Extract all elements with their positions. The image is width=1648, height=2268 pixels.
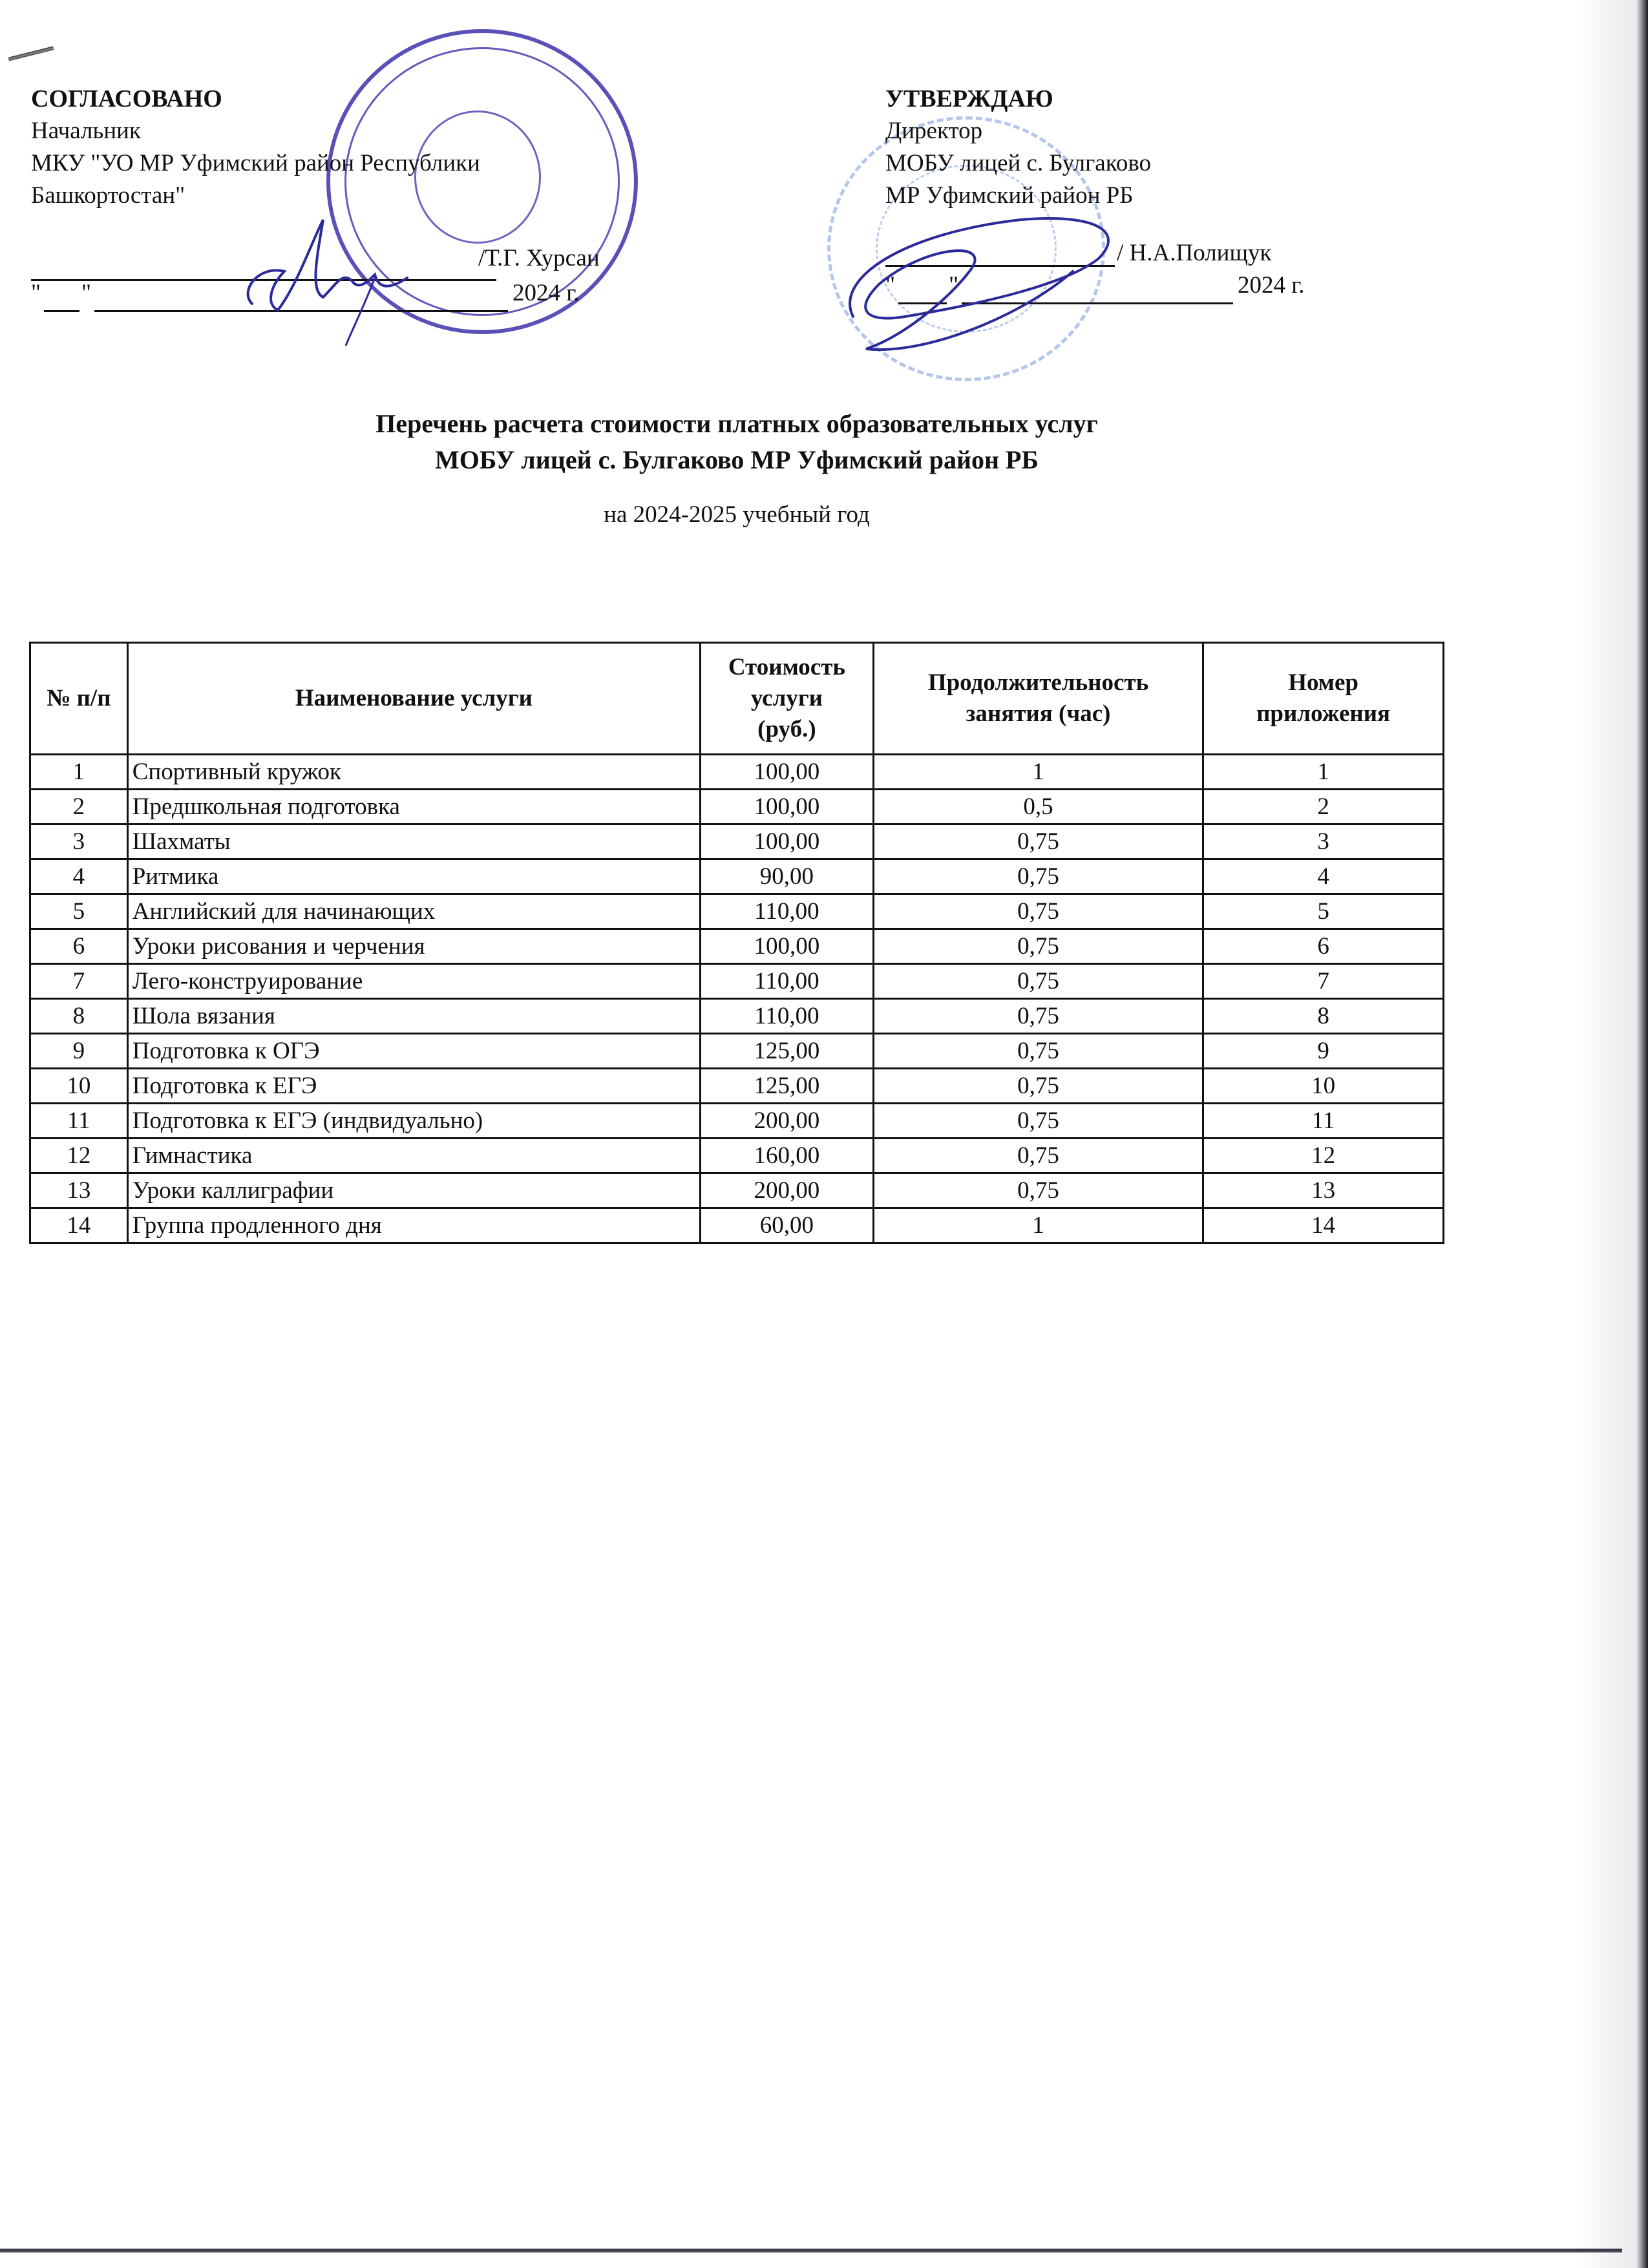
cell-duration: 0,75 bbox=[873, 824, 1203, 859]
cell-service-name: Уроки рисования и черчения bbox=[127, 929, 700, 964]
cell-price: 125,00 bbox=[700, 1034, 873, 1069]
cell-price: 110,00 bbox=[700, 894, 873, 929]
cell-appendix: 8 bbox=[1203, 999, 1444, 1034]
table-row bbox=[30, 1069, 1444, 1104]
cell-service-name: Английский для начинающих bbox=[127, 894, 700, 929]
cell-service-name: Шахматы bbox=[127, 824, 700, 859]
header-duration-line: Продолжительность bbox=[927, 669, 1149, 696]
cell-price: 100,00 bbox=[700, 755, 873, 790]
table-row bbox=[30, 929, 1444, 964]
cell-service-name: Шола вязания bbox=[127, 999, 700, 1034]
table-row bbox=[30, 755, 1444, 790]
header-duration-line: занятия (час) bbox=[966, 700, 1111, 727]
services-table bbox=[29, 642, 1444, 1244]
table-row bbox=[30, 999, 1444, 1034]
cell-number: 6 bbox=[30, 929, 128, 964]
approval-position: Директор bbox=[885, 118, 983, 144]
cell-service-name: Ритмика bbox=[127, 859, 700, 894]
cell-appendix: 6 bbox=[1203, 929, 1444, 964]
approval-organization-cont: МР Уфимский район РБ bbox=[885, 182, 1134, 209]
header-duration bbox=[873, 643, 1203, 755]
cell-price: 100,00 bbox=[700, 824, 873, 859]
cell-price: 90,00 bbox=[700, 859, 873, 894]
header-appendix-line: приложения bbox=[1256, 700, 1391, 727]
cell-price: 200,00 bbox=[700, 1104, 873, 1139]
cell-duration: 0,75 bbox=[873, 999, 1203, 1034]
approval-organization-cont: Башкортостан" bbox=[31, 182, 185, 209]
table-row bbox=[30, 1139, 1444, 1173]
scan-edge-bottom bbox=[0, 2249, 1622, 2252]
cell-number: 14 bbox=[30, 1208, 128, 1243]
header-number: № п/п bbox=[30, 643, 128, 755]
approval-heading: СОГЛАСОВАНО bbox=[31, 85, 222, 112]
approval-block-approved bbox=[885, 83, 1338, 212]
table-row bbox=[30, 894, 1444, 929]
cell-number: 1 bbox=[30, 755, 128, 790]
cell-service-name: Подготовка к ЕГЭ (индвидуально) bbox=[127, 1104, 700, 1139]
cell-duration: 0,75 bbox=[873, 894, 1203, 929]
table-header-row bbox=[30, 643, 1444, 755]
cell-service-name: Лего-конструирование bbox=[127, 964, 700, 999]
cell-appendix: 11 bbox=[1203, 1104, 1444, 1139]
cell-service-name: Гимнастика bbox=[127, 1139, 700, 1173]
date-quote-close: " bbox=[949, 272, 959, 299]
cell-appendix: 4 bbox=[1203, 859, 1444, 894]
cell-price: 160,00 bbox=[700, 1139, 873, 1173]
staple-mark bbox=[8, 46, 54, 61]
header-price-line: Стоимость bbox=[728, 654, 845, 680]
signature-line bbox=[31, 279, 496, 281]
document-title: Перечень расчета стоимости платных образовательных услуг bbox=[375, 409, 1098, 438]
cell-duration: 1 bbox=[873, 755, 1203, 790]
approval-block-agreed bbox=[31, 83, 651, 212]
document-title-organization: МОБУ лицей с. Булгаково МР Уфимский район РБ bbox=[435, 445, 1039, 474]
cell-appendix: 9 bbox=[1203, 1034, 1444, 1069]
cell-duration: 0,75 bbox=[873, 1104, 1203, 1139]
cell-duration: 0,75 bbox=[873, 1173, 1203, 1208]
table-row bbox=[30, 964, 1444, 999]
cell-price: 60,00 bbox=[700, 1208, 873, 1243]
date-year: 2024 г. bbox=[512, 280, 580, 306]
cell-duration: 0,5 bbox=[873, 790, 1203, 824]
approval-position: Начальник bbox=[31, 118, 141, 144]
cell-service-name: Спортивный кружок bbox=[127, 755, 700, 790]
cell-appendix: 10 bbox=[1203, 1069, 1444, 1104]
cell-number: 13 bbox=[30, 1173, 128, 1208]
cell-duration: 0,75 bbox=[873, 929, 1203, 964]
cell-appendix: 13 bbox=[1203, 1173, 1444, 1208]
header-appendix-line: Номер bbox=[1288, 669, 1358, 696]
date-year: 2024 г. bbox=[1238, 272, 1305, 299]
table-row bbox=[30, 1173, 1444, 1208]
cell-number: 5 bbox=[30, 894, 128, 929]
cell-duration: 1 bbox=[873, 1208, 1203, 1243]
cell-duration: 0,75 bbox=[873, 1139, 1203, 1173]
scan-edge-right bbox=[1636, 0, 1648, 2268]
table-row bbox=[30, 859, 1444, 894]
cell-number: 12 bbox=[30, 1139, 128, 1173]
cell-number: 3 bbox=[30, 824, 128, 859]
cell-number: 11 bbox=[30, 1104, 128, 1139]
table-row bbox=[30, 1104, 1444, 1139]
date-month-blank bbox=[962, 302, 1233, 304]
cell-service-name: Группа продленного дня bbox=[127, 1208, 700, 1243]
table-row bbox=[30, 790, 1444, 824]
table-row bbox=[30, 1208, 1444, 1243]
cell-appendix: 7 bbox=[1203, 964, 1444, 999]
table-row bbox=[30, 1034, 1444, 1069]
cell-price: 100,00 bbox=[700, 929, 873, 964]
cell-appendix: 3 bbox=[1203, 824, 1444, 859]
cell-appendix: 1 bbox=[1203, 755, 1444, 790]
table-row bbox=[30, 824, 1444, 859]
approval-organization: МОБУ лицей с. Булгаково bbox=[885, 150, 1152, 176]
cell-duration: 0,75 bbox=[873, 859, 1203, 894]
cell-appendix: 5 bbox=[1203, 894, 1444, 929]
cell-price: 200,00 bbox=[700, 1173, 873, 1208]
signatory-name: / Н.А.Полищук bbox=[1117, 240, 1272, 266]
date-day-blank bbox=[44, 310, 79, 312]
approval-organization: МКУ "УО МР Уфимский район Республики bbox=[31, 150, 480, 176]
cell-number: 8 bbox=[30, 999, 128, 1034]
date-quote-close: " bbox=[81, 280, 92, 306]
date-day-blank bbox=[898, 302, 947, 304]
cell-service-name: Предшкольная подготовка bbox=[127, 790, 700, 824]
cell-number: 9 bbox=[30, 1034, 128, 1069]
handwritten-signature-left bbox=[213, 207, 420, 349]
approval-heading: УТВЕРЖДАЮ bbox=[885, 85, 1053, 112]
header-service-name: Наименование услуги bbox=[127, 643, 700, 755]
cell-duration: 0,75 bbox=[873, 1069, 1203, 1104]
cell-appendix: 12 bbox=[1203, 1139, 1444, 1173]
scan-shadow bbox=[1578, 0, 1636, 2268]
cell-number: 4 bbox=[30, 859, 128, 894]
header-price bbox=[700, 643, 873, 755]
cell-appendix: 2 bbox=[1203, 790, 1444, 824]
cell-price: 125,00 bbox=[700, 1069, 873, 1104]
cell-service-name: Уроки каллиграфии bbox=[127, 1173, 700, 1208]
signature-line bbox=[885, 265, 1115, 267]
header-appendix bbox=[1203, 643, 1444, 755]
cell-number: 7 bbox=[30, 964, 128, 999]
signatory-name: /Т.Г. Хурсан bbox=[478, 245, 600, 271]
cell-price: 110,00 bbox=[700, 964, 873, 999]
date-month-blank bbox=[94, 310, 508, 312]
header-price-line: услуги bbox=[750, 685, 823, 711]
cell-service-name: Подготовка к ОГЭ bbox=[127, 1034, 700, 1069]
document-subtitle: на 2024-2025 учебный год bbox=[604, 501, 870, 528]
cell-service-name: Подготовка к ЕГЭ bbox=[127, 1069, 700, 1104]
cell-number: 10 bbox=[30, 1069, 128, 1104]
cell-number: 2 bbox=[30, 790, 128, 824]
cell-appendix: 14 bbox=[1203, 1208, 1444, 1243]
cell-duration: 0,75 bbox=[873, 1034, 1203, 1069]
header-price-line: (руб.) bbox=[757, 716, 816, 742]
cell-price: 100,00 bbox=[700, 790, 873, 824]
cell-price: 110,00 bbox=[700, 999, 873, 1034]
cell-duration: 0,75 bbox=[873, 964, 1203, 999]
date-quote-open: " bbox=[885, 272, 896, 299]
date-quote-open: " bbox=[31, 280, 41, 306]
